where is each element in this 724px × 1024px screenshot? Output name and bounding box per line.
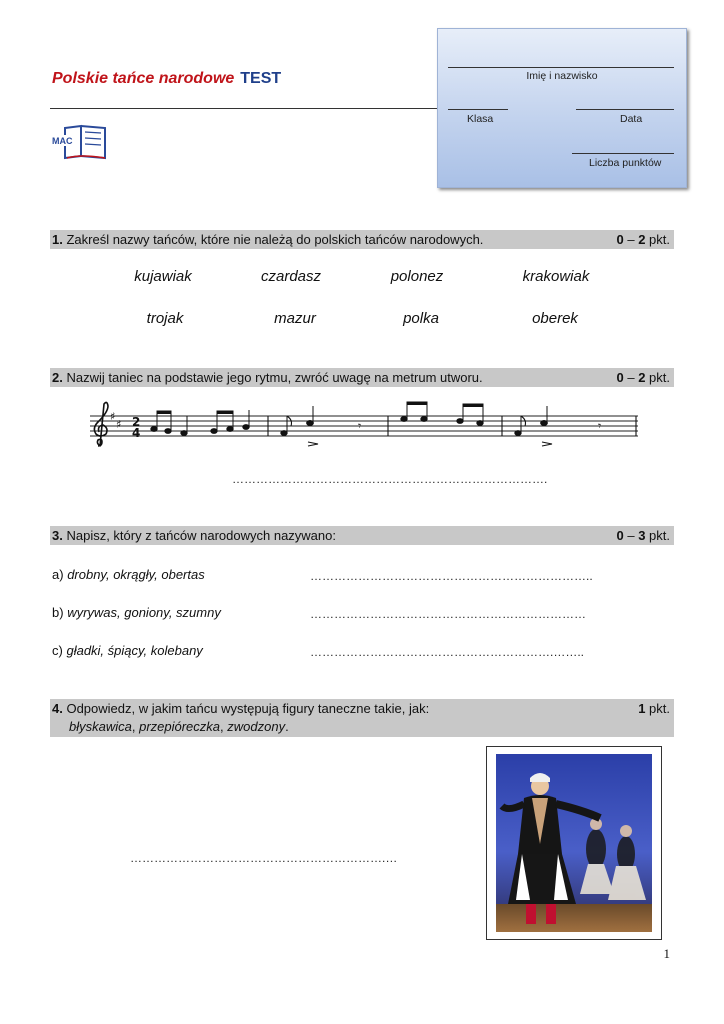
q3-answer-line[interactable]: …………………………………………………….……..	[310, 645, 585, 659]
q2-answer-line[interactable]: …………………………………………………………………….	[232, 472, 548, 486]
rhythm-staff	[88, 400, 640, 456]
q2-points: 0 – 2 pkt.	[616, 370, 670, 385]
date-line[interactable]	[576, 109, 674, 110]
points-label: Liczba punktów	[589, 157, 662, 169]
mac-logo-icon	[51, 124, 109, 160]
treble-clef-icon	[94, 402, 108, 446]
q1-points: 0 – 2 pkt.	[616, 232, 670, 247]
logo-text: MAC	[52, 136, 73, 146]
points-line[interactable]	[572, 153, 674, 154]
question-4-header	[50, 699, 674, 737]
question-1-header	[50, 230, 674, 249]
sharp-icon: ♯	[116, 418, 122, 431]
dance-option[interactable]: czardasz	[260, 268, 322, 285]
time-signature-top: 2	[132, 415, 141, 429]
dance-option[interactable]: krakowiak	[522, 268, 590, 285]
dance-option[interactable]: kujawiak	[134, 268, 192, 285]
eighth-rest-icon: 𝄾	[598, 419, 602, 433]
q4-text: Odpowiedz, w jakim tańcu występują figury taneczne takie, jak:	[66, 701, 430, 716]
q4-answer-line[interactable]: ……………………………………………………….…	[130, 851, 398, 865]
q4-number: 4.	[52, 701, 63, 716]
title-main: Polskie tańce narodowe	[52, 70, 235, 87]
question-3-header	[50, 526, 674, 545]
q3-answer-line[interactable]: ……………………………………………………………..	[310, 569, 593, 583]
dance-photo-frame	[486, 746, 662, 940]
q2-text: Nazwij taniec na podstawie jego rytmu, zwróć uwagę na metrum utworu.	[66, 370, 483, 385]
q3-item-b: b) wyrywas, goniony, szumny	[52, 605, 221, 620]
q3-item-c: c) gładki, śpiący, kolebany	[52, 643, 203, 658]
student-info-box	[437, 28, 687, 188]
time-signature-bottom: 4	[132, 426, 141, 440]
q3-number: 3.	[52, 528, 63, 543]
date-label: Data	[620, 113, 643, 125]
class-label: Klasa	[467, 113, 494, 125]
dancers-photo	[496, 754, 652, 932]
q4-points: 1 pkt.	[638, 701, 670, 716]
dance-option[interactable]: polka	[403, 310, 439, 327]
dance-option[interactable]: polonez	[390, 268, 444, 285]
dance-option[interactable]: trojak	[146, 310, 184, 327]
q1-text: Zakreśl nazwy tańców, które nie należą do polskich tańców narodowych.	[66, 232, 484, 247]
q4-figures: błyskawica, przepióreczka, zwodzony.	[69, 719, 289, 734]
q3-points: 0 – 3 pkt.	[616, 528, 670, 543]
page-number: 1	[663, 946, 670, 961]
title-divider	[50, 108, 438, 109]
dance-option[interactable]: oberek	[532, 310, 578, 327]
q2-number: 2.	[52, 370, 63, 385]
class-line[interactable]	[448, 109, 508, 110]
eighth-rest-icon: 𝄾	[358, 419, 362, 433]
title-test: TEST	[240, 70, 282, 87]
dance-option[interactable]: mazur	[274, 310, 316, 327]
name-line[interactable]	[448, 67, 674, 68]
q3-answer-line[interactable]: ……………………………………………………………	[310, 607, 586, 621]
sharp-icon: ♯	[110, 410, 116, 423]
q3-item-a: a) drobny, okrągły, obertas	[52, 567, 205, 582]
page-title	[52, 70, 281, 88]
question-2-header	[50, 368, 674, 387]
name-label: Imię i nazwisko	[526, 70, 598, 82]
q3-text: Napisz, który z tańców narodowych nazywano:	[66, 528, 336, 543]
q1-number: 1.	[52, 232, 63, 247]
